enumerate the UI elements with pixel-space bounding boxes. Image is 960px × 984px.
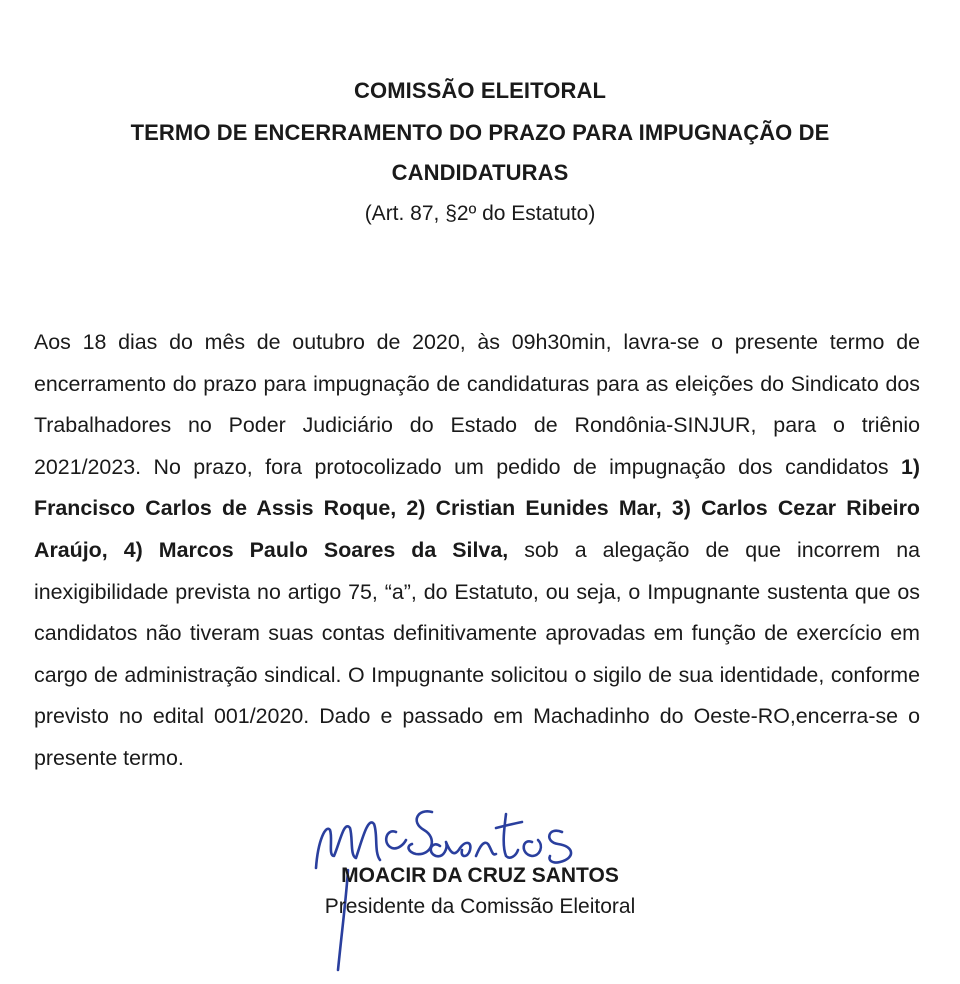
- document-title-line-2: CANDIDATURAS: [391, 160, 569, 185]
- document-title-line-1: TERMO DE ENCERRAMENTO DO PRAZO PARA IMPUGNAÇÃO DE: [130, 120, 830, 145]
- candidates-list: 1) Francisco Carlos de Assis Roque, 2) Cristian Eunides Mar, 3) Carlos Cezar Ribeiro Araújo, 4) Marcos Paulo Soares da Silva,: [34, 454, 920, 562]
- signatory-role: Presidente da Comissão Eleitoral: [324, 895, 636, 918]
- signatory-name: MOACIR DA CRUZ SANTOS: [341, 864, 619, 887]
- statute-reference: (Art. 87, §2º do Estatuto): [364, 202, 596, 225]
- body-text-part-2: sob a alegação de que incorrem na inexigibilidade prevista no artigo 75, “a”, do Estatuto, ou seja, o Impugnante sustenta que os candidatos não tiveram suas contas definitivamente aprovadas em função de exercício em cargo de administração sindical. O Impugnante solicitou o sigilo de sua identidade, conforme previsto no edital 001/2020. Dado e passado em Machadinho do Oeste-RO,encerra-se o presente termo.: [34, 537, 920, 770]
- body-text-part-1: Aos 18 dias do mês de outubro de 2020, às 09h30min, lavra-se o presente termo de encerramento do prazo para impugnação de candidaturas para as eleições do Sindicato dos Trabalhadores no Poder Judiciário do Estado de Rondônia-SINJUR, para o triênio 2021/2023. No prazo, fora protocolizado um pedido de impugnação dos candidatos: [34, 330, 920, 479]
- commission-title: COMISSÃO ELEITORAL: [354, 78, 606, 103]
- document-body: [34, 322, 920, 780]
